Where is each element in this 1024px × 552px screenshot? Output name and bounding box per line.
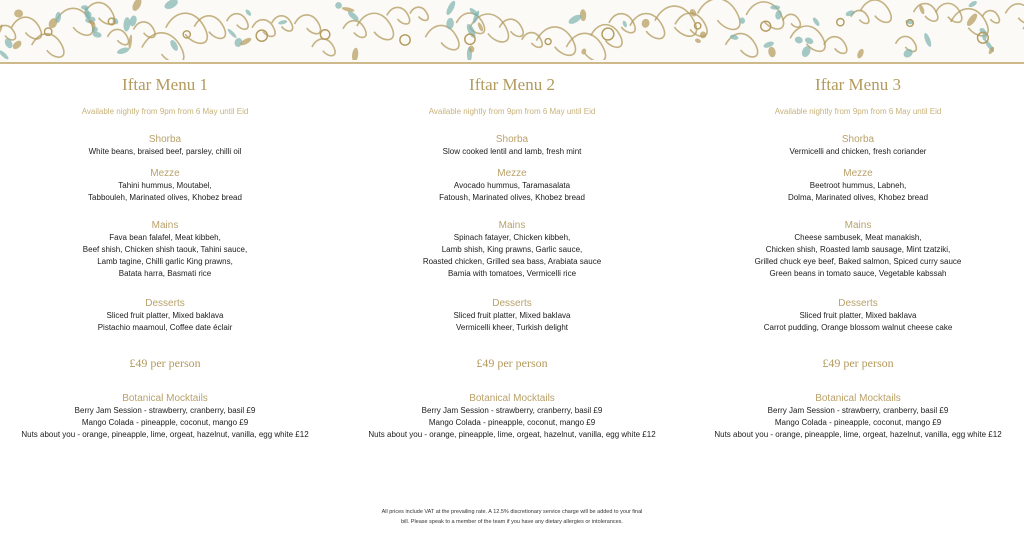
leaf-motif [767,46,776,58]
desserts-items [352,310,672,334]
leaf-motif [845,9,856,17]
leaf-motif [968,0,978,8]
section-heading-desserts: Desserts [838,298,878,309]
scroll-swirl [343,21,366,38]
menus-container [0,62,1024,492]
list-item: Cheese sambusek, Meat manakish, [794,233,922,242]
floral-banner [0,0,1024,64]
desserts-items [5,310,325,334]
menu-column-1 [5,62,325,441]
leaf-motif [622,20,628,28]
section-heading-shorba: Shorba [841,134,875,145]
leaf-motif [131,0,144,12]
mains-items [698,232,1018,280]
section-heading-mains: Mains [844,220,872,231]
list-item: Roasted chicken, Grilled sea bass, Arabiata sauce [422,257,602,266]
footer-line-1: All prices include VAT at the prevailing rate. A 12.5% discretionary service charge will be added to your final [381,509,643,515]
flower-motif [465,34,475,44]
list-item: Nuts about you - orange, pineapple, lime, orgeat, hazelnut, vanilla, egg white £12 [714,430,1002,439]
leaf-motif [335,2,343,9]
mezze-items [352,180,672,204]
scroll-swirl [194,16,225,39]
section-heading-shorba: Shorba [148,134,182,145]
scroll-swirl [295,15,321,34]
menu-title: Iftar Menu 1 [122,75,208,94]
list-item: Batata harra, Basmati rice [118,269,212,278]
scroll-swirl [860,0,891,22]
mocktails-items [352,405,672,441]
floral-pattern-decoration [0,0,1024,60]
flower-motif [256,30,267,41]
section-heading-mezze: Mezze [843,168,873,179]
leaf-motif [3,37,14,49]
flower-motif [400,35,410,45]
list-item: Mango Colada - pineapple, coconut, mango £9 [428,418,596,427]
leaf-motif [446,18,454,30]
leaf-motif [770,5,780,9]
section-heading-mezze: Mezze [497,168,527,179]
scroll-swirl [312,39,335,56]
list-item: Berry Jam Session - strawberry, cranberry, basil £9 [767,406,949,415]
menu-column-2 [352,62,672,441]
leaf-motif [0,49,10,60]
scroll-swirl [566,33,605,60]
flower-motif [320,30,329,39]
list-item: White beans, braised beef, parsley, chilli oil [88,147,242,156]
menu-title: Iftar Menu 3 [815,75,901,94]
list-item: Tabbouleh, Marinated olives, Khobez bread [88,193,242,202]
leaf-motif [116,46,130,55]
list-item: Beef shish, Chicken shish taouk, Tahini sauce, [82,245,248,254]
list-item: Lamb shish, King prawns, Garlic sauce, [441,245,583,254]
section-heading-mocktails: Botanical Mocktails [122,393,208,404]
section-heading-mocktails: Botanical Mocktails [815,393,901,404]
shorba-items [352,146,672,158]
menu-title: Iftar Menu 2 [469,75,555,94]
scroll-swirl [32,34,64,57]
price-per-person: £49 per person [476,356,548,370]
scroll-swirl [425,25,459,49]
list-item: Spinach fatayer, Chicken kibbeh, [453,233,571,242]
mains-items [5,232,325,280]
scroll-swirl [499,19,523,36]
scroll-swirl [107,29,128,44]
leaf-motif [278,19,288,25]
list-item: Vermicelli and chicken, fresh coriander [789,147,927,156]
leaf-motif [700,31,707,38]
list-item: Vermicelli kheer, Turkish delight [455,323,569,332]
leaf-motif [351,47,359,60]
list-item: Mango Colada - pineapple, coconut, mango £9 [774,418,942,427]
list-item: Carrot pudding, Orange blossom walnut cheese cake [763,323,953,332]
footer-note [340,507,684,527]
mains-items [352,232,672,280]
section-heading-mains: Mains [151,220,179,231]
section-heading-desserts: Desserts [145,298,185,309]
list-item: Lamb tagine, Chilli garlic King prawns, [97,257,233,266]
list-item: Tahini hummus, Moutabel, [118,181,212,190]
list-item: Sliced fruit platter, Mixed baklava [453,311,571,320]
leaf-motif [804,36,814,45]
availability-note: Available nightly from 9pm from 6 May until Eid [81,107,249,116]
flower-motif [837,18,844,25]
leaf-motif [694,38,701,44]
leaf-motif [341,6,354,13]
list-item: Nuts about you - orange, pineapple, lime, orgeat, hazelnut, vanilla, egg white £12 [21,430,309,439]
section-heading-mains: Mains [498,220,526,231]
leaf-motif [123,17,131,32]
shorba-items [5,146,325,158]
scroll-swirl [896,36,917,51]
list-item: Dolma, Marinated olives, Khobez bread [787,193,929,202]
availability-note: Available nightly from 9pm from 6 May until Eid [428,107,596,116]
mezze-items [698,180,1018,204]
leaf-motif [163,0,179,11]
scroll-swirl [698,0,740,29]
list-item: Green beans in tomato sauce, Vegetable kabssah [769,269,947,278]
flower-motif [545,39,551,45]
leaf-motif [812,16,821,27]
list-item: Mango Colada - pineapple, coconut, mango £9 [81,418,249,427]
shorba-items [698,146,1018,158]
list-item: Avocado hummus, Taramasalata [453,181,571,190]
scroll-swirl [1005,4,1024,24]
list-item: Grilled chuck eye beef, Baked salmon, Spiced curry sauce [754,257,962,266]
list-item: Slow cooked lentil and lamb, fresh mint [442,147,582,156]
availability-note: Available nightly from 9pm from 6 May until Eid [774,107,942,116]
list-item: Sliced fruit platter, Mixed baklava [799,311,917,320]
leaf-motif [965,12,979,28]
leaf-motif [244,9,252,17]
leaf-motif [11,39,23,51]
desserts-items [698,310,1018,334]
scroll-swirl [914,4,938,22]
list-item: Berry Jam Session - strawberry, cranberry, basil £9 [421,406,603,415]
scroll-swirl [824,37,847,54]
list-item: Chicken shish, Roasted lamb sausage, Mint tzatziki, [765,245,951,254]
section-heading-mocktails: Botanical Mocktails [469,393,555,404]
menu-column-3 [698,62,1018,441]
list-item: Sliced fruit platter, Mixed baklava [106,311,224,320]
list-item: Pistachio maamoul, Coffee date éclair [97,323,233,332]
scroll-swirl [227,14,248,30]
list-item: Fatoush, Marinated olives, Khobez bread [439,193,585,202]
scroll-swirl [410,7,428,20]
mocktails-items [5,405,325,441]
list-item: Berry Jam Session - strawberry, cranberry, basil £9 [74,406,256,415]
leaf-motif [774,10,782,21]
leaf-motif [580,9,587,21]
scroll-swirl [0,25,16,40]
list-item: Fava bean falafel, Meat kibbeh, [109,233,221,242]
leaf-motif [227,28,238,39]
section-heading-mezze: Mezze [150,168,180,179]
leaf-motif [641,18,651,29]
price-per-person: £49 per person [822,356,894,370]
footer-line-2: bill. Please speak to a member of the team if you have any dietary allergies or intolerances. [401,519,623,525]
scroll-swirl [783,14,801,27]
section-heading-desserts: Desserts [492,298,532,309]
leaf-motif [923,32,933,48]
leaf-motif [794,36,804,45]
flower-motif [602,28,614,40]
mezze-items [5,180,325,204]
list-item: Beetroot hummus, Labneh, [809,181,907,190]
leaf-motif [729,34,739,41]
leaf-motif [445,0,457,16]
scroll-swirl [387,7,410,24]
list-item: Nuts about you - orange, pineapple, lime, orgeat, hazelnut, vanilla, egg white £12 [368,430,656,439]
price-per-person: £49 per person [129,356,201,370]
leaf-motif [14,9,23,17]
leaf-motif [856,48,865,59]
mocktails-items [698,405,1018,441]
list-item: Bamia with tomatoes, Vermicelli rice [447,269,577,278]
section-heading-shorba: Shorba [495,134,529,145]
